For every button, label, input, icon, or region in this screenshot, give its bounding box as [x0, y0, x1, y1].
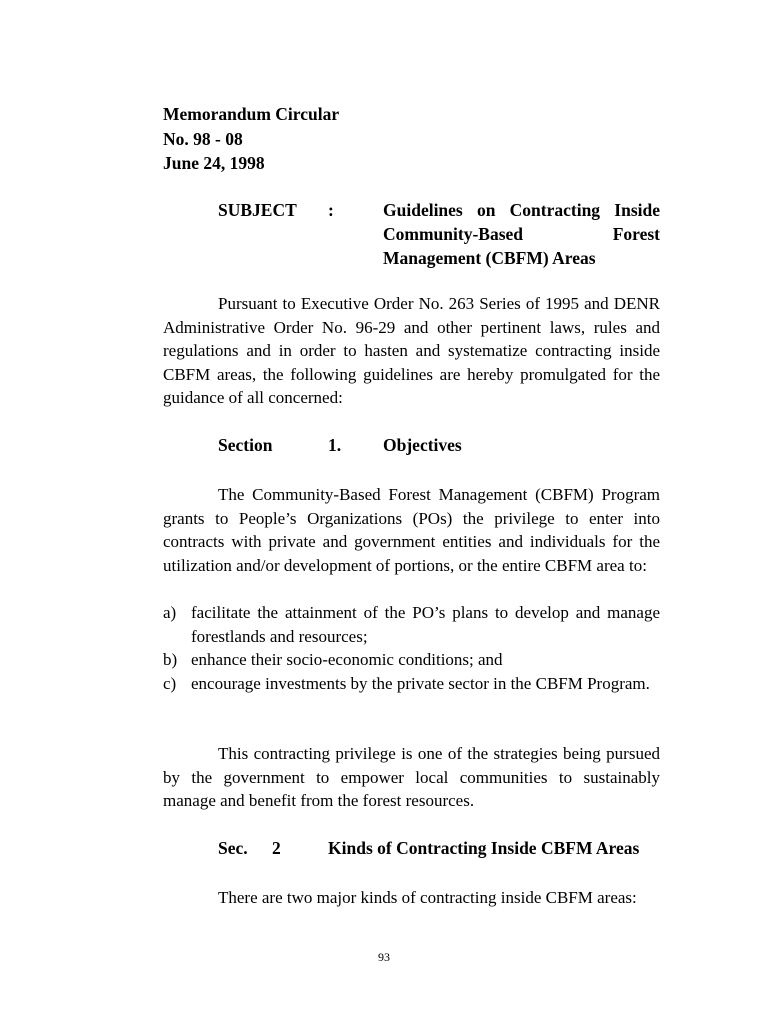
section1-number: 1.	[328, 435, 342, 455]
section1-heading	[218, 435, 272, 456]
list-item-text: facilitate the attainment of the PO’s plans to develop and manage forestlands and resources;	[191, 603, 660, 646]
section1-title: Objectives	[383, 435, 462, 455]
page-number: 93	[378, 950, 390, 964]
section2-number-wrap	[272, 838, 281, 859]
section2-label-wrap	[218, 838, 248, 859]
subject-label: SUBJECT	[218, 200, 297, 220]
section2-title-wrap	[328, 838, 639, 859]
list-item	[163, 648, 660, 672]
list-marker: a)	[163, 603, 177, 622]
list-item	[163, 672, 660, 696]
list-item-text: encourage investments by the private sector in the CBFM Program.	[191, 673, 650, 693]
section1-title-wrap	[383, 435, 462, 456]
list-item	[163, 601, 660, 648]
list-marker: c)	[163, 673, 177, 693]
section1-paragraph: The Community-Based Forest Management (CBFM) Program grants to People’s Organizations (POs) the privilege to enter into contracts with private and government entities and individuals for the utilization and/or development of portions, or the entire CBFM area to:	[163, 485, 660, 575]
intro-paragraph: Pursuant to Executive Order No. 263 Series of 1995 and DENR Administrative Order No. 96-29 and other pertinent laws, rules and regulations and in order to hasten and systematize contracting inside CBFM areas, the following guidelines are hereby promulgated for the guidance of all concerned:	[163, 294, 660, 407]
list-item-text: enhance their socio-economic conditions; and	[191, 650, 503, 669]
subject-text-content: Guidelines on Contracting Inside Community-Based Forest Management (CBFM) Areas	[383, 200, 660, 268]
section2-paragraph: There are two major kinds of contracting inside CBFM areas:	[218, 888, 637, 907]
memo-title: Memorandum Circular	[163, 104, 340, 124]
section1-number-wrap	[328, 435, 341, 456]
subject-colon: :	[328, 200, 334, 220]
memo-date: June 24, 1998	[163, 153, 265, 173]
list-marker: b)	[163, 650, 178, 669]
section2-label: Sec.	[218, 838, 248, 858]
memo-number: No. 98 - 08	[163, 128, 243, 149]
section1-closing: This contracting privilege is one of the strategies being pursued by the government to empower local communities to sustainably manage and benefit from the forest resources.	[163, 744, 660, 810]
objectives-list	[163, 601, 660, 695]
section1-label: Section	[218, 435, 273, 455]
section2-number: 2	[272, 838, 281, 858]
section2-title: Kinds of Contracting Inside CBFM Areas	[328, 838, 640, 858]
subject-text	[383, 198, 660, 270]
memo-header	[163, 102, 339, 176]
